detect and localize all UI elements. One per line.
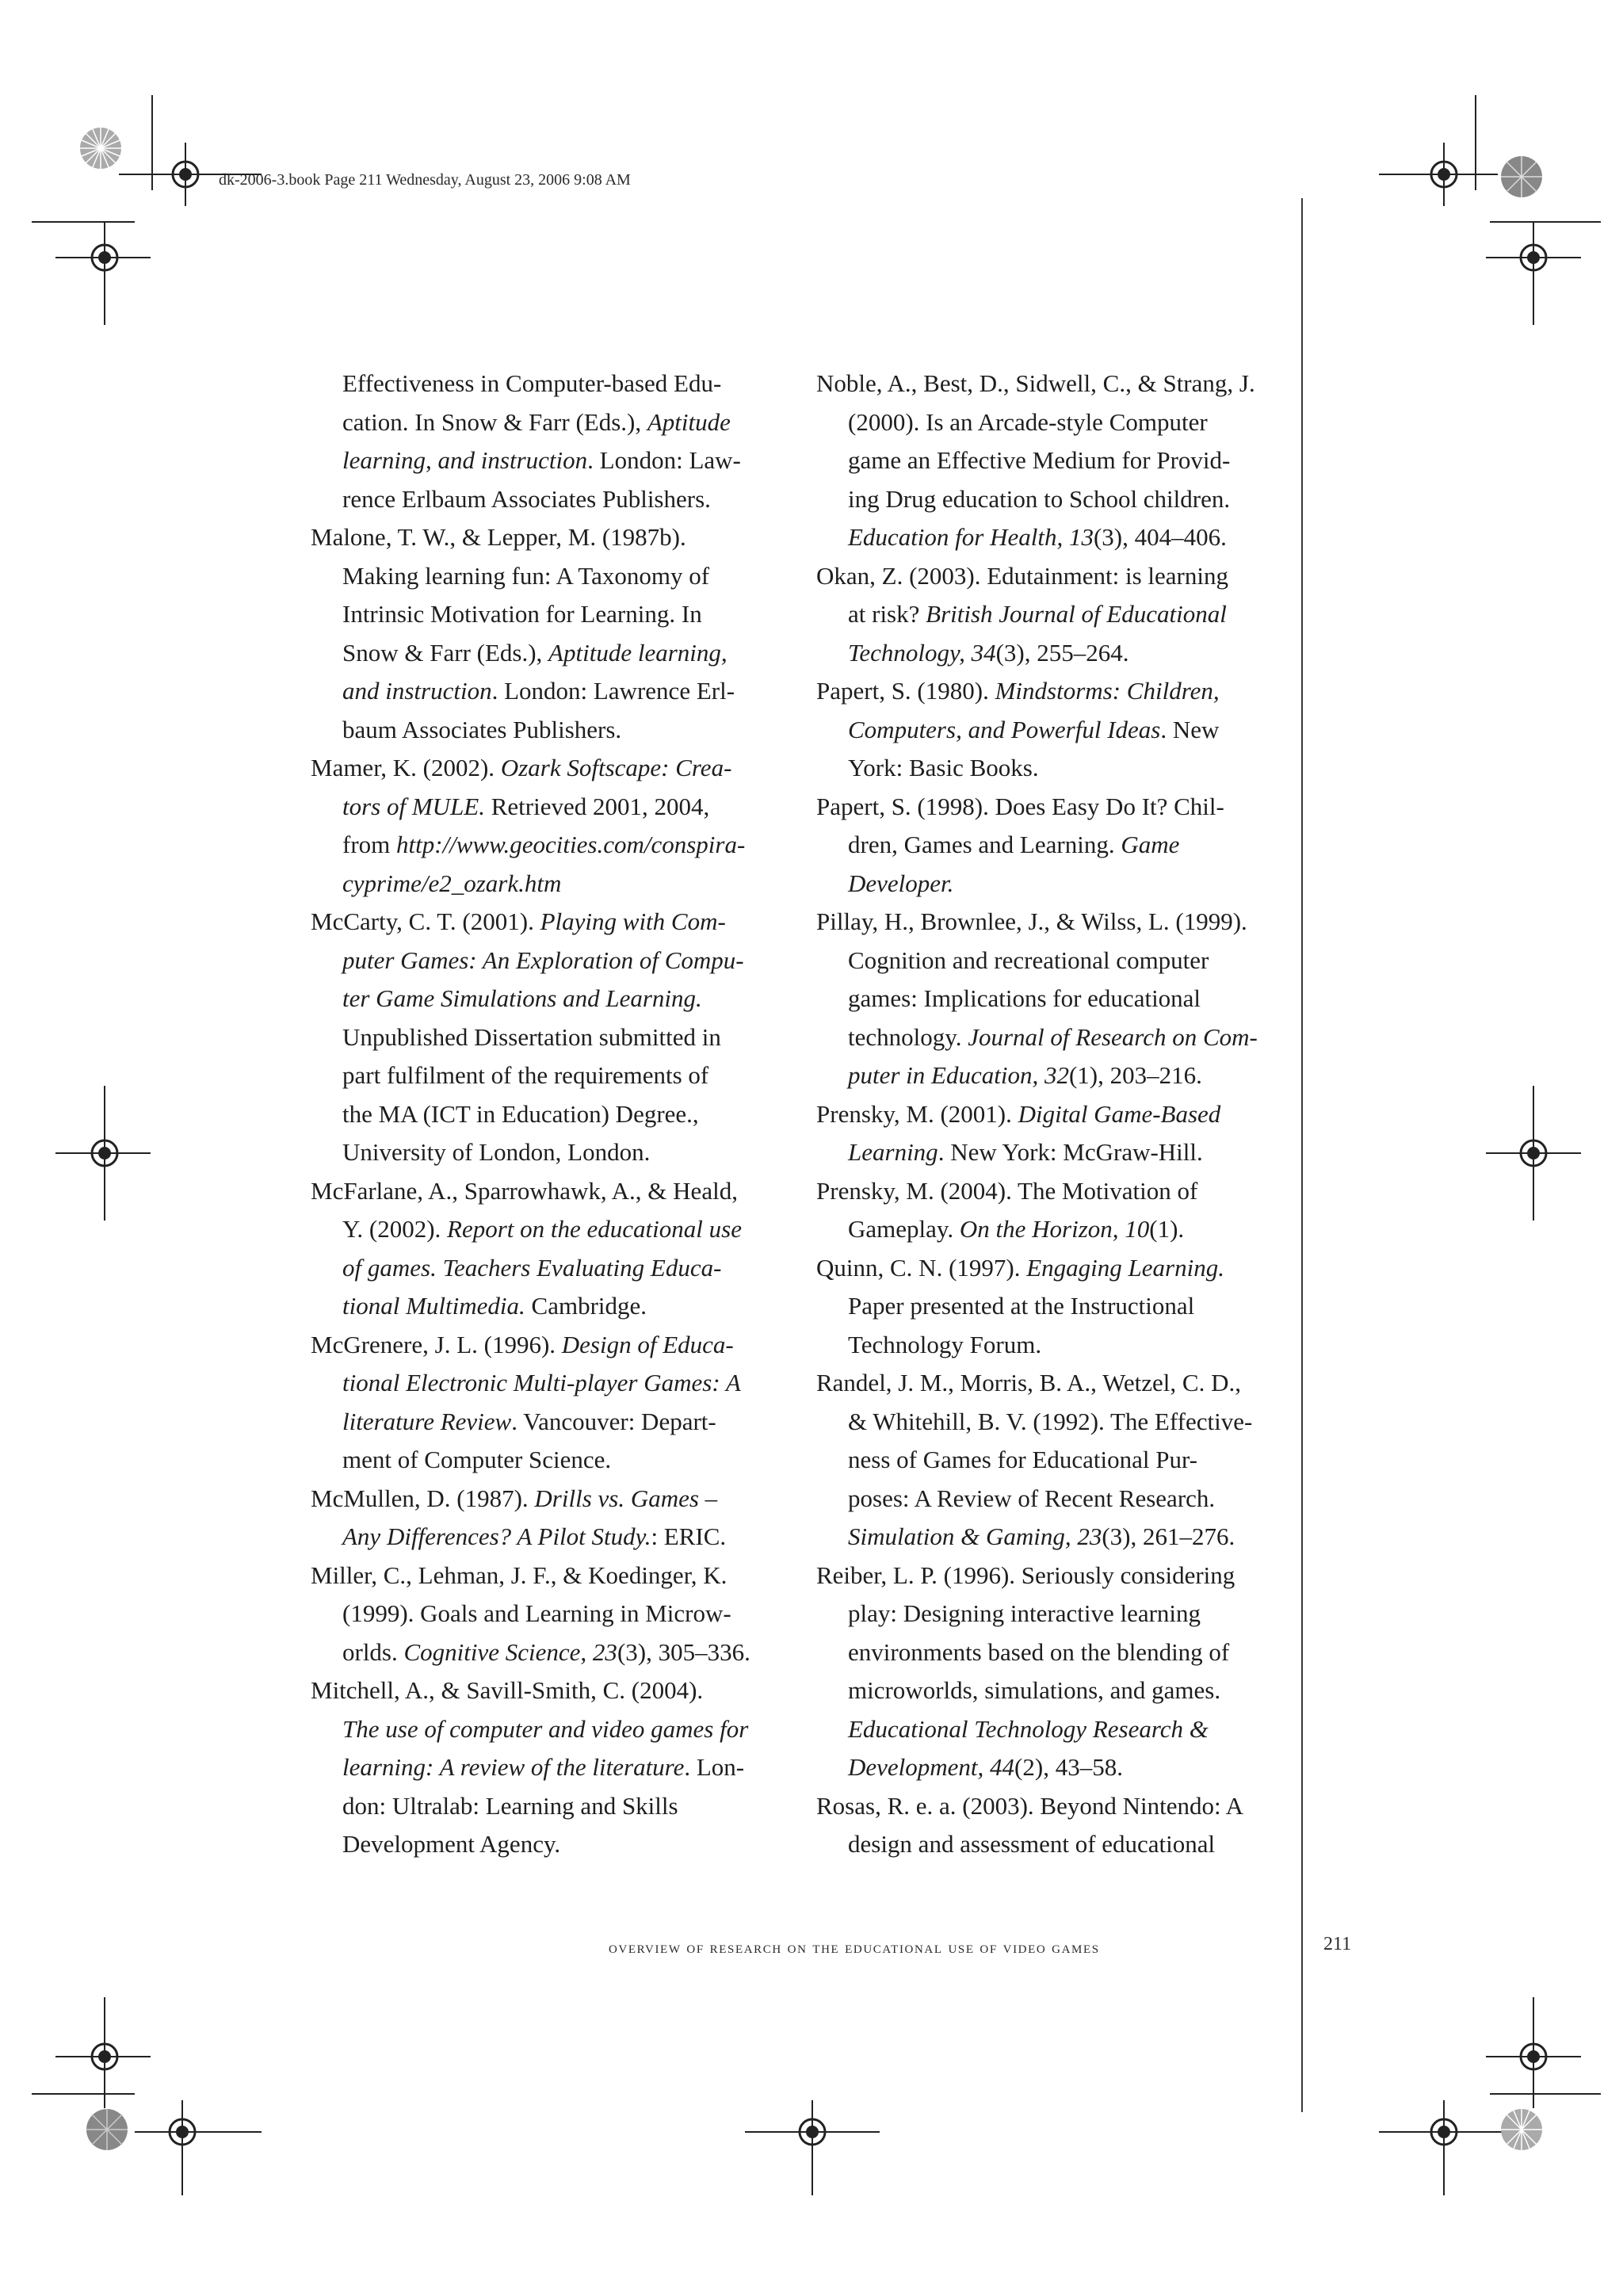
reference-text: Making learning fun: A Taxonomy of <box>342 561 710 590</box>
reference-text: don: Ultralab: Learning and Skills <box>342 1791 678 1820</box>
reference-italic-text: tional Multimedia. <box>342 1292 525 1320</box>
reference-line <box>342 1633 806 1672</box>
reference-line <box>816 1249 1312 1288</box>
reference-text: Quinn, C. N. (1997). <box>816 1253 1027 1282</box>
reference-text: rence Erlbaum Associates Publishers. <box>342 484 711 513</box>
reference-text: & Whitehill, B. V. (1992). The Effective- <box>848 1407 1253 1435</box>
starburst-target-icon <box>1500 2108 1543 2151</box>
crop-mark-icon <box>1474 95 1477 190</box>
reference-line <box>848 595 1312 634</box>
reference-line <box>342 1403 806 1442</box>
reference-line <box>848 1480 1312 1519</box>
reference-text: (3), 255–264. <box>995 638 1129 667</box>
reference-entry <box>816 557 1312 673</box>
reference-line <box>342 672 806 711</box>
reference-italic-text: Digital Game-Based <box>1018 1099 1221 1128</box>
reference-text: University of London, London. <box>342 1138 651 1166</box>
reference-text: Miller, C., Lehman, J. F., & Koedinger, K. <box>311 1561 727 1589</box>
reference-italic-text: Aptitude learning, <box>548 638 727 667</box>
reference-text: play: Designing interactive learning <box>848 1599 1201 1627</box>
reference-text: Retrieved 2001, 2004, <box>485 792 710 820</box>
reference-line <box>342 480 806 519</box>
reference-italic-text: Design of Educa- <box>561 1330 734 1358</box>
reference-line <box>848 1710 1312 1749</box>
reference-italic-text: tional Electronic Multi-player Games: A <box>342 1369 741 1396</box>
reference-line <box>311 1671 806 1710</box>
reference-line <box>342 826 806 865</box>
reference-entry <box>311 903 806 1172</box>
crop-mark-icon <box>32 2092 135 2095</box>
reference-line <box>342 1595 806 1633</box>
reference-italic-text: Any Differences? A Pilot Study. <box>342 1522 651 1550</box>
reference-text: microworlds, simulations, and games. <box>848 1676 1221 1704</box>
reference-italic-text: Cognitive Science, 23 <box>403 1637 617 1666</box>
reference-italic-text: tors of MULE. <box>342 792 485 820</box>
reference-text: Technology Forum. <box>848 1330 1042 1358</box>
reference-entry <box>311 1172 806 1326</box>
reference-line <box>816 1557 1312 1595</box>
registration-mark-icon <box>1379 143 1498 206</box>
reference-text: Okan, Z. (2003). Edutainment: is learning <box>816 561 1228 590</box>
reference-line <box>848 1518 1312 1557</box>
reference-italic-text: Playing with Com- <box>540 907 726 935</box>
reference-line <box>342 1825 806 1864</box>
crop-mark-icon <box>1490 2092 1601 2095</box>
references-left-column <box>311 365 806 1864</box>
reference-line <box>848 1825 1312 1864</box>
reference-line <box>848 1018 1312 1057</box>
reference-line <box>342 557 806 596</box>
reference-entry <box>816 903 1312 1095</box>
reference-italic-text: learning, and instruction <box>342 446 588 474</box>
reference-entry <box>816 788 1312 904</box>
reference-line <box>342 980 806 1018</box>
page-number: 211 <box>1323 1934 1352 1954</box>
reference-text: Reiber, L. P. (1996). Seriously considering <box>816 1561 1235 1589</box>
reference-text: . Vancouver: Depart- <box>511 1407 716 1435</box>
reference-text: McCarty, C. T. (2001). <box>311 907 540 935</box>
reference-text: part fulfilment of the requirements of <box>342 1061 709 1089</box>
reference-line <box>816 788 1312 827</box>
reference-line <box>848 634 1312 673</box>
reference-line <box>848 1403 1312 1442</box>
starburst-target-icon <box>1500 155 1543 198</box>
reference-text: poses: A Review of Recent Research. <box>848 1484 1216 1512</box>
reference-line <box>342 441 806 480</box>
reference-text: (3), 261–276. <box>1102 1522 1235 1550</box>
reference-entry <box>816 1557 1312 1787</box>
reference-text: (3), 404–406. <box>1093 523 1227 551</box>
registration-mark-icon <box>119 143 262 206</box>
reference-entry <box>816 1249 1312 1365</box>
reference-line <box>848 980 1312 1018</box>
print-slug: dk-2006-3.book Page 211 Wednesday, August 23, 2006 9:08 AM <box>219 171 631 189</box>
reference-text: from <box>342 831 397 858</box>
reference-text: technology. <box>848 1022 968 1051</box>
reference-text: ness of Games for Educational Pur- <box>848 1446 1198 1473</box>
reference-text: Paper presented at the Instructional <box>848 1292 1195 1320</box>
reference-line <box>342 1133 806 1172</box>
reference-italic-text: and instruction <box>342 677 492 705</box>
reference-text: York: Basic Books. <box>848 754 1039 781</box>
reference-text: dren, Games and Learning. <box>848 831 1121 858</box>
starburst-target-icon <box>79 127 122 170</box>
reference-text: Gameplay. <box>848 1215 960 1243</box>
reference-text: baum Associates Publishers. <box>342 715 622 743</box>
reference-italic-text: British Journal of Educational <box>926 600 1227 628</box>
reference-text: . New <box>1160 715 1220 743</box>
reference-italic-text: of games. Teachers Evaluating Educa- <box>342 1253 722 1282</box>
reference-italic-text: Technology, 34 <box>848 638 996 667</box>
reference-text: McGrenere, J. L. (1996). <box>311 1330 562 1358</box>
reference-line <box>311 749 806 788</box>
reference-line <box>311 1480 806 1519</box>
reference-text: ing Drug education to School children. <box>848 484 1231 513</box>
reference-italic-text: Simulation & Gaming, 23 <box>848 1522 1102 1550</box>
crop-mark-icon <box>151 95 154 190</box>
reference-text: at risk? <box>848 600 926 628</box>
reference-italic-text: Computers, and Powerful Ideas <box>848 715 1161 743</box>
reference-line <box>342 1287 806 1326</box>
reference-line <box>848 1671 1312 1710</box>
reference-line <box>816 365 1312 403</box>
reference-entry <box>816 672 1312 788</box>
reference-text: Effectiveness in Computer-based Edu- <box>342 369 722 397</box>
reference-line <box>342 1518 806 1557</box>
reference-line <box>342 365 806 403</box>
reference-text: games: Implications for educational <box>848 984 1201 1012</box>
reference-line <box>342 865 806 904</box>
reference-text: (2), 43–58. <box>1014 1753 1123 1781</box>
reference-text: Rosas, R. e. a. (2003). Beyond Nintendo: A <box>816 1791 1244 1820</box>
reference-italic-text: cyprime/e2_ozark.htm <box>342 869 562 897</box>
reference-line <box>342 942 806 980</box>
reference-text: the MA (ICT in Education) Degree., <box>342 1099 699 1128</box>
reference-text: Papert, S. (1998). Does Easy Do It? Chil- <box>816 792 1224 820</box>
reference-line <box>311 1326 806 1365</box>
reference-line <box>342 1056 806 1095</box>
reference-line <box>816 1172 1312 1211</box>
reference-text: Noble, A., Best, D., Sidwell, C., & Strang, J. <box>816 369 1255 397</box>
reference-entry <box>311 1480 806 1557</box>
reference-italic-text: Aptitude <box>647 407 731 436</box>
reference-text: orlds. <box>342 1637 404 1666</box>
reference-line <box>311 518 806 557</box>
reference-line <box>311 1172 806 1211</box>
reference-entry <box>816 365 1312 557</box>
reference-line <box>342 595 806 634</box>
reference-line <box>816 1364 1312 1403</box>
registration-mark-icon <box>55 1086 151 1221</box>
reference-line <box>342 1095 806 1134</box>
reference-text: cation. In Snow & Farr (Eds.), <box>342 407 647 436</box>
reference-entry <box>311 1671 806 1864</box>
reference-text: . London: Law- <box>587 446 741 474</box>
reference-italic-text: Development, 44 <box>848 1753 1015 1781</box>
reference-line <box>816 672 1312 711</box>
reference-text: ment of Computer Science. <box>342 1446 612 1473</box>
reference-line <box>342 1748 806 1787</box>
reference-text: . Lon- <box>684 1753 745 1781</box>
reference-text: Development Agency. <box>342 1830 561 1858</box>
reference-line <box>342 634 806 673</box>
reference-italic-text: On the Horizon, 10 <box>959 1215 1150 1243</box>
starburst-target-icon <box>86 2108 128 2151</box>
reference-entry-continued <box>311 365 806 518</box>
reference-line <box>848 1210 1312 1249</box>
reference-line <box>342 1441 806 1480</box>
reference-text: (3), 305–336. <box>617 1637 750 1666</box>
reference-line <box>848 441 1312 480</box>
reference-italic-text: Developer. <box>848 869 954 897</box>
reference-italic-text: literature Review <box>342 1407 512 1435</box>
reference-text: Intrinsic Motivation for Learning. In <box>342 600 702 628</box>
reference-text: Snow & Farr (Eds.), <box>342 638 549 667</box>
reference-italic-text: Report on the educational use <box>447 1215 742 1243</box>
reference-italic-text: ter Game Simulations and Learning. <box>342 984 702 1012</box>
reference-entry <box>311 518 806 749</box>
reference-line <box>848 1326 1312 1365</box>
reference-text: Unpublished Dissertation submitted in <box>342 1022 721 1051</box>
reference-text: (1). <box>1149 1215 1185 1243</box>
reference-text: : ERIC. <box>651 1522 727 1550</box>
reference-line <box>848 1748 1312 1787</box>
reference-line <box>848 826 1312 865</box>
reference-text: McMullen, D. (1987). <box>311 1484 535 1512</box>
registration-mark-icon <box>745 2100 880 2195</box>
reference-line <box>848 942 1312 980</box>
reference-entry <box>816 1172 1312 1249</box>
reference-line <box>311 903 806 942</box>
reference-entry <box>816 1364 1312 1557</box>
reference-line <box>342 403 806 442</box>
reference-italic-text: Ozark Softscape: Crea- <box>500 754 732 781</box>
reference-line <box>816 1095 1312 1134</box>
registration-mark-icon <box>1486 1086 1581 1221</box>
registration-mark-icon <box>55 1997 151 2108</box>
reference-text: environments based on the blending of <box>848 1637 1230 1666</box>
reference-line <box>342 1787 806 1826</box>
reference-line <box>848 1133 1312 1172</box>
reference-italic-text: http://www.geocities.com/conspira- <box>396 831 746 858</box>
reference-entry <box>311 1326 806 1480</box>
reference-line <box>342 788 806 827</box>
reference-line <box>848 403 1312 442</box>
reference-line <box>342 1710 806 1749</box>
reference-line <box>848 865 1312 904</box>
reference-italic-text: Drills vs. Games – <box>534 1484 718 1512</box>
reference-text: Prensky, M. (2004). The Motivation of <box>816 1176 1198 1205</box>
reference-text: (2000). Is an Arcade-style Computer <box>848 407 1208 436</box>
reference-line <box>342 1364 806 1403</box>
references-right-column <box>816 365 1312 1864</box>
reference-text: Mitchell, A., & Savill-Smith, C. (2004). <box>311 1676 704 1704</box>
reference-entry <box>816 1095 1312 1172</box>
reference-entry <box>311 749 806 903</box>
registration-mark-icon <box>1486 1997 1581 2108</box>
reference-line <box>848 711 1312 750</box>
reference-text: Y. (2002). <box>342 1215 448 1243</box>
reference-line <box>816 903 1312 942</box>
reference-italic-text: puter in Education, 32 <box>848 1061 1069 1089</box>
reference-line <box>816 557 1312 596</box>
reference-line <box>342 1249 806 1288</box>
registration-mark-icon <box>1486 222 1581 325</box>
reference-text: Randel, J. M., Morris, B. A., Wetzel, C. D., <box>816 1369 1241 1396</box>
reference-italic-text: The use of computer and video games for <box>342 1714 749 1743</box>
running-footer-title: overview of research on the educational use of video games <box>609 1938 1100 1957</box>
reference-text: Prensky, M. (2001). <box>816 1099 1018 1128</box>
reference-text: game an Effective Medium for Provid- <box>848 446 1231 474</box>
reference-text: Mamer, K. (2002). <box>311 754 501 781</box>
reference-italic-text: Mindstorms: Children, <box>995 677 1220 705</box>
registration-mark-icon <box>1379 2100 1506 2195</box>
reference-italic-text: Learning <box>848 1138 938 1166</box>
reference-text: Papert, S. (1980). <box>816 677 995 705</box>
reference-line <box>848 518 1312 557</box>
reference-line <box>848 1056 1312 1095</box>
reference-text: . New York: McGraw-Hill. <box>938 1138 1203 1166</box>
reference-line <box>848 1595 1312 1633</box>
reference-line <box>342 1018 806 1057</box>
reference-line <box>848 1633 1312 1672</box>
registration-mark-icon <box>55 222 151 325</box>
reference-line <box>848 1287 1312 1326</box>
registration-mark-icon <box>135 2100 262 2195</box>
reference-line <box>848 480 1312 519</box>
reference-line <box>816 1787 1312 1826</box>
reference-italic-text: learning: A review of the literature <box>342 1753 685 1781</box>
reference-line <box>311 1557 806 1595</box>
reference-italic-text: Game <box>1121 831 1180 858</box>
reference-line <box>848 749 1312 788</box>
reference-italic-text: Journal of Research on Com- <box>968 1022 1258 1051</box>
reference-line <box>848 1441 1312 1480</box>
reference-italic-text: Engaging Learning. <box>1026 1253 1224 1282</box>
reference-entry <box>816 1787 1312 1864</box>
reference-line <box>342 711 806 750</box>
reference-text: (1999). Goals and Learning in Microw- <box>342 1599 731 1627</box>
reference-text: McFarlane, A., Sparrowhawk, A., & Heald, <box>311 1176 738 1205</box>
reference-italic-text: puter Games: An Exploration of Compu- <box>342 946 744 974</box>
reference-entry <box>311 1557 806 1672</box>
reference-text: design and assessment of educational <box>848 1830 1216 1858</box>
reference-text: . London: Lawrence Erl- <box>491 677 735 705</box>
reference-text: (1), 203–216. <box>1068 1061 1202 1089</box>
reference-text: Pillay, H., Brownlee, J., & Wilss, L. (1999). <box>816 907 1247 935</box>
reference-text: Cambridge. <box>525 1292 647 1320</box>
reference-text: Malone, T. W., & Lepper, M. (1987b). <box>311 523 686 551</box>
reference-italic-text: Education for Health, 13 <box>848 523 1094 551</box>
reference-text: Cognition and recreational computer <box>848 946 1209 974</box>
reference-line <box>342 1210 806 1249</box>
reference-italic-text: Educational Technology Research & <box>848 1714 1209 1743</box>
